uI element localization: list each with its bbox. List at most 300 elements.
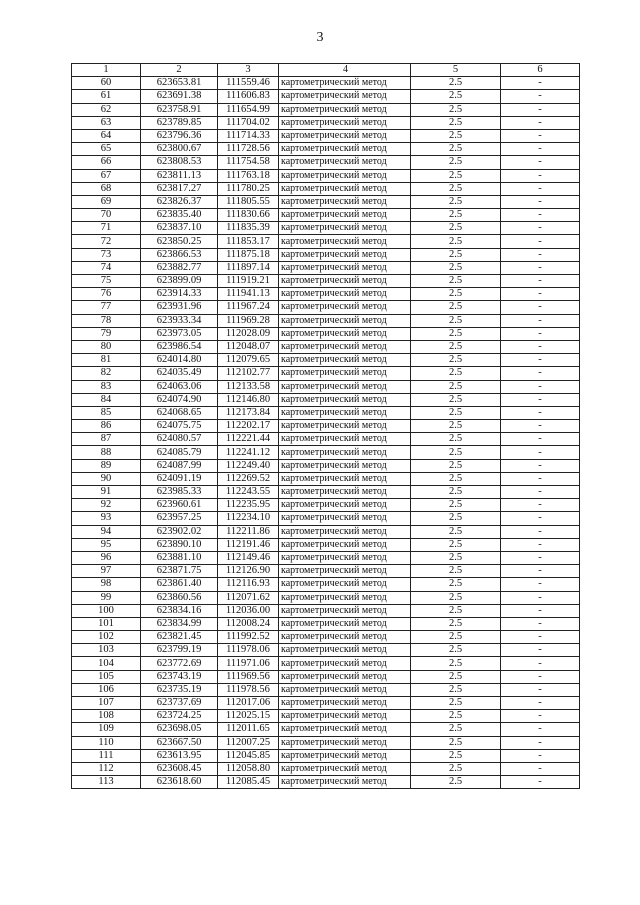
y-coordinate-cell: 111805.55	[218, 195, 279, 208]
accuracy-cell: 2.5	[411, 551, 501, 564]
accuracy-cell: 2.5	[411, 301, 501, 314]
table-row	[72, 644, 580, 657]
method-cell: картометрический метод	[279, 209, 411, 222]
y-coordinate-cell: 112008.24	[218, 617, 279, 630]
table-row	[72, 235, 580, 248]
note-cell: -	[501, 749, 580, 762]
note-cell: -	[501, 538, 580, 551]
note-cell: -	[501, 222, 580, 235]
y-coordinate-cell: 111941.13	[218, 288, 279, 301]
method-cell: картометрический метод	[279, 736, 411, 749]
x-coordinate-cell: 623799.19	[141, 644, 218, 657]
table-row	[72, 288, 580, 301]
note-cell: -	[501, 631, 580, 644]
method-cell: картометрический метод	[279, 222, 411, 235]
note-cell: -	[501, 327, 580, 340]
y-coordinate-cell: 112036.00	[218, 604, 279, 617]
x-coordinate-cell: 623653.81	[141, 77, 218, 90]
x-coordinate-cell: 623882.77	[141, 261, 218, 274]
x-coordinate-cell: 623691.38	[141, 90, 218, 103]
y-coordinate-cell: 112079.65	[218, 354, 279, 367]
point-number-cell: 78	[72, 314, 141, 327]
point-number-cell: 71	[72, 222, 141, 235]
y-coordinate-cell: 112025.15	[218, 710, 279, 723]
point-number-cell: 111	[72, 749, 141, 762]
table-row	[72, 380, 580, 393]
point-number-cell: 74	[72, 261, 141, 274]
table-row	[72, 393, 580, 406]
method-cell: картометрический метод	[279, 420, 411, 433]
table-row	[72, 90, 580, 103]
point-number-cell: 66	[72, 156, 141, 169]
table-row	[72, 697, 580, 710]
note-cell: -	[501, 406, 580, 419]
table-row	[72, 143, 580, 156]
table-row	[72, 340, 580, 353]
point-number-cell: 76	[72, 288, 141, 301]
accuracy-cell: 2.5	[411, 340, 501, 353]
y-coordinate-cell: 112017.06	[218, 697, 279, 710]
note-cell: -	[501, 710, 580, 723]
accuracy-cell: 2.5	[411, 195, 501, 208]
y-coordinate-cell: 112146.80	[218, 393, 279, 406]
note-cell: -	[501, 288, 580, 301]
point-number-cell: 108	[72, 710, 141, 723]
point-number-cell: 113	[72, 776, 141, 789]
accuracy-cell: 2.5	[411, 697, 501, 710]
note-cell: -	[501, 235, 580, 248]
note-cell: -	[501, 776, 580, 789]
x-coordinate-cell: 623985.33	[141, 486, 218, 499]
note-cell: -	[501, 129, 580, 142]
note-cell: -	[501, 90, 580, 103]
y-coordinate-cell: 112011.65	[218, 723, 279, 736]
x-coordinate-cell: 623834.99	[141, 617, 218, 630]
y-coordinate-cell: 111835.39	[218, 222, 279, 235]
x-coordinate-cell: 623960.61	[141, 499, 218, 512]
point-number-cell: 77	[72, 301, 141, 314]
method-cell: картометрический метод	[279, 697, 411, 710]
table-row	[72, 459, 580, 472]
accuracy-cell: 2.5	[411, 314, 501, 327]
column-header: 3	[218, 64, 279, 77]
note-cell: -	[501, 762, 580, 775]
y-coordinate-cell: 111780.25	[218, 182, 279, 195]
method-cell: картометрический метод	[279, 248, 411, 261]
note-cell: -	[501, 670, 580, 683]
note-cell: -	[501, 301, 580, 314]
table-row	[72, 354, 580, 367]
y-coordinate-cell: 112235.95	[218, 499, 279, 512]
method-cell: картометрический метод	[279, 749, 411, 762]
method-cell: картометрический метод	[279, 195, 411, 208]
x-coordinate-cell: 623613.95	[141, 749, 218, 762]
note-cell: -	[501, 644, 580, 657]
method-cell: картометрический метод	[279, 143, 411, 156]
accuracy-cell: 2.5	[411, 446, 501, 459]
point-number-cell: 109	[72, 723, 141, 736]
point-number-cell: 82	[72, 367, 141, 380]
method-cell: картометрический метод	[279, 710, 411, 723]
table-row	[72, 551, 580, 564]
note-cell: -	[501, 380, 580, 393]
x-coordinate-cell: 623914.33	[141, 288, 218, 301]
y-coordinate-cell: 111967.24	[218, 301, 279, 314]
method-cell: картометрический метод	[279, 129, 411, 142]
point-number-cell: 85	[72, 406, 141, 419]
x-coordinate-cell: 623796.36	[141, 129, 218, 142]
accuracy-cell: 2.5	[411, 275, 501, 288]
accuracy-cell: 2.5	[411, 380, 501, 393]
method-cell: картометрический метод	[279, 604, 411, 617]
method-cell: картометрический метод	[279, 393, 411, 406]
table-row	[72, 367, 580, 380]
table-row	[72, 129, 580, 142]
x-coordinate-cell: 623861.40	[141, 578, 218, 591]
y-coordinate-cell: 112133.58	[218, 380, 279, 393]
point-number-cell: 91	[72, 486, 141, 499]
x-coordinate-cell: 624014.80	[141, 354, 218, 367]
table-row	[72, 736, 580, 749]
y-coordinate-cell: 112149.46	[218, 551, 279, 564]
table-row	[72, 486, 580, 499]
x-coordinate-cell: 623835.40	[141, 209, 218, 222]
note-cell: -	[501, 103, 580, 116]
method-cell: картометрический метод	[279, 762, 411, 775]
table-body	[72, 77, 580, 789]
x-coordinate-cell: 623881.10	[141, 551, 218, 564]
accuracy-cell: 2.5	[411, 499, 501, 512]
x-coordinate-cell: 624091.19	[141, 472, 218, 485]
method-cell: картометрический метод	[279, 538, 411, 551]
x-coordinate-cell: 623850.25	[141, 235, 218, 248]
table-row	[72, 209, 580, 222]
point-number-cell: 72	[72, 235, 141, 248]
note-cell: -	[501, 525, 580, 538]
x-coordinate-cell: 623834.16	[141, 604, 218, 617]
note-cell: -	[501, 261, 580, 274]
method-cell: картометрический метод	[279, 591, 411, 604]
table-row	[72, 670, 580, 683]
page-number: 3	[316, 30, 324, 45]
x-coordinate-cell: 623837.10	[141, 222, 218, 235]
point-number-cell: 100	[72, 604, 141, 617]
y-coordinate-cell: 112202.17	[218, 420, 279, 433]
note-cell: -	[501, 182, 580, 195]
x-coordinate-cell: 623608.45	[141, 762, 218, 775]
table-row	[72, 525, 580, 538]
accuracy-cell: 2.5	[411, 182, 501, 195]
accuracy-cell: 2.5	[411, 433, 501, 446]
note-cell: -	[501, 683, 580, 696]
point-number-cell: 79	[72, 327, 141, 340]
method-cell: картометрический метод	[279, 578, 411, 591]
table-row	[72, 499, 580, 512]
accuracy-cell: 2.5	[411, 578, 501, 591]
note-cell: -	[501, 736, 580, 749]
point-number-cell: 75	[72, 275, 141, 288]
point-number-cell: 99	[72, 591, 141, 604]
point-number-cell: 104	[72, 657, 141, 670]
x-coordinate-cell: 623826.37	[141, 195, 218, 208]
table-row	[72, 512, 580, 525]
method-cell: картометрический метод	[279, 156, 411, 169]
accuracy-cell: 2.5	[411, 749, 501, 762]
y-coordinate-cell: 111559.46	[218, 77, 279, 90]
accuracy-cell: 2.5	[411, 459, 501, 472]
accuracy-cell: 2.5	[411, 591, 501, 604]
y-coordinate-cell: 112045.85	[218, 749, 279, 762]
x-coordinate-cell: 623772.69	[141, 657, 218, 670]
accuracy-cell: 2.5	[411, 683, 501, 696]
x-coordinate-cell: 623973.05	[141, 327, 218, 340]
accuracy-cell: 2.5	[411, 617, 501, 630]
table-row	[72, 723, 580, 736]
table-row	[72, 776, 580, 789]
note-cell: -	[501, 420, 580, 433]
accuracy-cell: 2.5	[411, 367, 501, 380]
y-coordinate-cell: 112173.84	[218, 406, 279, 419]
y-coordinate-cell: 112071.62	[218, 591, 279, 604]
note-cell: -	[501, 195, 580, 208]
x-coordinate-cell: 624063.06	[141, 380, 218, 393]
accuracy-cell: 2.5	[411, 486, 501, 499]
method-cell: картометрический метод	[279, 670, 411, 683]
method-cell: картометрический метод	[279, 367, 411, 380]
accuracy-cell: 2.5	[411, 129, 501, 142]
x-coordinate-cell: 623957.25	[141, 512, 218, 525]
y-coordinate-cell: 111606.83	[218, 90, 279, 103]
note-cell: -	[501, 512, 580, 525]
method-cell: картометрический метод	[279, 631, 411, 644]
note-cell: -	[501, 578, 580, 591]
y-coordinate-cell: 111853.17	[218, 235, 279, 248]
method-cell: картометрический метод	[279, 472, 411, 485]
table-row	[72, 301, 580, 314]
y-coordinate-cell: 112234.10	[218, 512, 279, 525]
y-coordinate-cell: 111830.66	[218, 209, 279, 222]
method-cell: картометрический метод	[279, 446, 411, 459]
x-coordinate-cell: 623899.09	[141, 275, 218, 288]
point-number-cell: 67	[72, 169, 141, 182]
method-cell: картометрический метод	[279, 776, 411, 789]
note-cell: -	[501, 275, 580, 288]
table-row	[72, 710, 580, 723]
y-coordinate-cell: 112126.90	[218, 565, 279, 578]
accuracy-cell: 2.5	[411, 393, 501, 406]
y-coordinate-cell: 111728.56	[218, 143, 279, 156]
table-row	[72, 406, 580, 419]
x-coordinate-cell: 623866.53	[141, 248, 218, 261]
table-row	[72, 657, 580, 670]
note-cell: -	[501, 116, 580, 129]
method-cell: картометрический метод	[279, 169, 411, 182]
table-row	[72, 420, 580, 433]
point-number-cell: 60	[72, 77, 141, 90]
accuracy-cell: 2.5	[411, 77, 501, 90]
accuracy-cell: 2.5	[411, 604, 501, 617]
x-coordinate-cell: 623871.75	[141, 565, 218, 578]
y-coordinate-cell: 112249.40	[218, 459, 279, 472]
note-cell: -	[501, 565, 580, 578]
accuracy-cell: 2.5	[411, 288, 501, 301]
table-row	[72, 314, 580, 327]
point-number-cell: 65	[72, 143, 141, 156]
method-cell: картометрический метод	[279, 406, 411, 419]
method-cell: картометрический метод	[279, 301, 411, 314]
method-cell: картометрический метод	[279, 77, 411, 90]
accuracy-cell: 2.5	[411, 90, 501, 103]
y-coordinate-cell: 111704.02	[218, 116, 279, 129]
method-cell: картометрический метод	[279, 116, 411, 129]
point-number-cell: 95	[72, 538, 141, 551]
method-cell: картометрический метод	[279, 657, 411, 670]
x-coordinate-cell: 624074.90	[141, 393, 218, 406]
y-coordinate-cell: 112191.46	[218, 538, 279, 551]
y-coordinate-cell: 112243.55	[218, 486, 279, 499]
accuracy-cell: 2.5	[411, 525, 501, 538]
point-number-cell: 98	[72, 578, 141, 591]
table-row	[72, 617, 580, 630]
table-row	[72, 156, 580, 169]
y-coordinate-cell: 111978.56	[218, 683, 279, 696]
point-number-cell: 102	[72, 631, 141, 644]
note-cell: -	[501, 446, 580, 459]
note-cell: -	[501, 604, 580, 617]
note-cell: -	[501, 617, 580, 630]
x-coordinate-cell: 623821.45	[141, 631, 218, 644]
x-coordinate-cell: 623758.91	[141, 103, 218, 116]
method-cell: картометрический метод	[279, 486, 411, 499]
table-row	[72, 578, 580, 591]
accuracy-cell: 2.5	[411, 169, 501, 182]
table-row	[72, 103, 580, 116]
point-number-cell: 103	[72, 644, 141, 657]
point-number-cell: 110	[72, 736, 141, 749]
note-cell: -	[501, 367, 580, 380]
accuracy-cell: 2.5	[411, 723, 501, 736]
table-row	[72, 591, 580, 604]
method-cell: картометрический метод	[279, 261, 411, 274]
method-cell: картометрический метод	[279, 103, 411, 116]
note-cell: -	[501, 499, 580, 512]
note-cell: -	[501, 340, 580, 353]
point-number-cell: 84	[72, 393, 141, 406]
note-cell: -	[501, 314, 580, 327]
y-coordinate-cell: 112221.44	[218, 433, 279, 446]
accuracy-cell: 2.5	[411, 736, 501, 749]
table-row	[72, 472, 580, 485]
y-coordinate-cell: 112028.09	[218, 327, 279, 340]
note-cell: -	[501, 551, 580, 564]
method-cell: картометрический метод	[279, 683, 411, 696]
y-coordinate-cell: 111754.58	[218, 156, 279, 169]
point-number-cell: 86	[72, 420, 141, 433]
point-number-cell: 80	[72, 340, 141, 353]
point-number-cell: 101	[72, 617, 141, 630]
y-coordinate-cell: 111978.06	[218, 644, 279, 657]
table-row	[72, 631, 580, 644]
method-cell: картометрический метод	[279, 644, 411, 657]
accuracy-cell: 2.5	[411, 103, 501, 116]
y-coordinate-cell: 112085.45	[218, 776, 279, 789]
table-row	[72, 683, 580, 696]
note-cell: -	[501, 433, 580, 446]
y-coordinate-cell: 111971.06	[218, 657, 279, 670]
y-coordinate-cell: 112102.77	[218, 367, 279, 380]
x-coordinate-cell: 623618.60	[141, 776, 218, 789]
column-header: 4	[279, 64, 411, 77]
accuracy-cell: 2.5	[411, 261, 501, 274]
note-cell: -	[501, 591, 580, 604]
point-number-cell: 73	[72, 248, 141, 261]
y-coordinate-cell: 111714.33	[218, 129, 279, 142]
y-coordinate-cell: 112007.25	[218, 736, 279, 749]
accuracy-cell: 2.5	[411, 156, 501, 169]
table-row	[72, 116, 580, 129]
accuracy-cell: 2.5	[411, 420, 501, 433]
x-coordinate-cell: 623933.34	[141, 314, 218, 327]
point-number-cell: 94	[72, 525, 141, 538]
accuracy-cell: 2.5	[411, 538, 501, 551]
table-row	[72, 222, 580, 235]
column-header: 6	[501, 64, 580, 77]
y-coordinate-cell: 112241.12	[218, 446, 279, 459]
point-number-cell: 62	[72, 103, 141, 116]
accuracy-cell: 2.5	[411, 235, 501, 248]
point-number-cell: 81	[72, 354, 141, 367]
x-coordinate-cell: 624080.57	[141, 433, 218, 446]
note-cell: -	[501, 486, 580, 499]
table-row	[72, 195, 580, 208]
accuracy-cell: 2.5	[411, 657, 501, 670]
point-number-cell: 107	[72, 697, 141, 710]
method-cell: картометрический метод	[279, 433, 411, 446]
method-cell: картометрический метод	[279, 275, 411, 288]
x-coordinate-cell: 623986.54	[141, 340, 218, 353]
method-cell: картометрический метод	[279, 512, 411, 525]
table-row	[72, 762, 580, 775]
method-cell: картометрический метод	[279, 380, 411, 393]
accuracy-cell: 2.5	[411, 776, 501, 789]
method-cell: картометрический метод	[279, 314, 411, 327]
table-row	[72, 248, 580, 261]
table-row	[72, 446, 580, 459]
method-cell: картометрический метод	[279, 565, 411, 578]
x-coordinate-cell: 623860.56	[141, 591, 218, 604]
y-coordinate-cell: 111969.56	[218, 670, 279, 683]
y-coordinate-cell: 112058.80	[218, 762, 279, 775]
x-coordinate-cell: 624035.49	[141, 367, 218, 380]
y-coordinate-cell: 112211.86	[218, 525, 279, 538]
column-header: 5	[411, 64, 501, 77]
point-number-cell: 68	[72, 182, 141, 195]
y-coordinate-cell: 112116.93	[218, 578, 279, 591]
x-coordinate-cell: 623667.50	[141, 736, 218, 749]
x-coordinate-cell: 623789.85	[141, 116, 218, 129]
note-cell: -	[501, 77, 580, 90]
table-header-row	[72, 64, 580, 77]
accuracy-cell: 2.5	[411, 354, 501, 367]
x-coordinate-cell: 623735.19	[141, 683, 218, 696]
point-number-cell: 112	[72, 762, 141, 775]
accuracy-cell: 2.5	[411, 209, 501, 222]
point-number-cell: 92	[72, 499, 141, 512]
note-cell: -	[501, 209, 580, 222]
accuracy-cell: 2.5	[411, 644, 501, 657]
accuracy-cell: 2.5	[411, 406, 501, 419]
accuracy-cell: 2.5	[411, 670, 501, 683]
